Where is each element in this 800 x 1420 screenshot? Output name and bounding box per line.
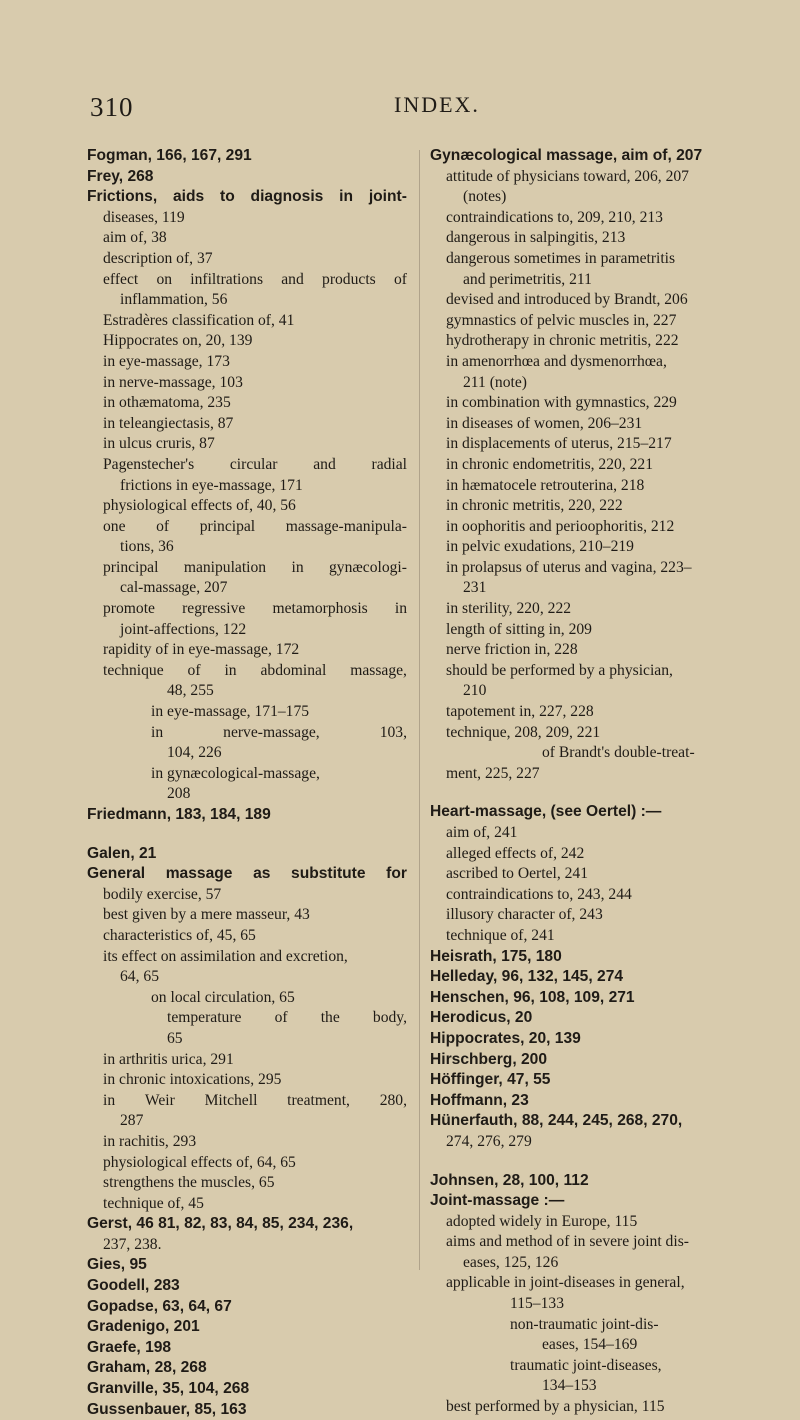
index-heading: Henschen, 96, 108, 109, 271	[430, 988, 635, 1006]
word: principal	[199, 517, 256, 535]
index-subentry: attitude of physicians toward, 206, 207	[446, 167, 689, 185]
index-subentry: Estradères classification of, 41	[103, 311, 295, 329]
word: treatment,	[287, 1091, 350, 1109]
word: joint-	[368, 188, 407, 206]
index-subentry: 237, 238.	[103, 1235, 162, 1253]
index-subentry: in prolapsus of uterus and vagina, 223–	[446, 558, 692, 576]
page-header	[0, 92, 800, 128]
word: as	[253, 865, 271, 883]
word: radial	[371, 455, 407, 473]
index-subentry: its effect on assimilation and excretion,	[103, 947, 348, 965]
index-subentry: in hæmatocele retrouterina, 218	[446, 476, 645, 494]
word: to	[220, 188, 235, 206]
word: 280,	[379, 1091, 407, 1109]
index-subentry: best performed by a physician, 115	[446, 1398, 665, 1416]
index-subentry: 211 (note)	[463, 373, 527, 391]
word: nerve-massage,	[223, 723, 320, 741]
index-subentry: dangerous in salpingitis, 213	[446, 229, 626, 247]
word: promote	[103, 600, 155, 618]
index-subentry	[87, 723, 407, 744]
entry-gap	[430, 784, 746, 802]
index-subentry: physiological effects of, 64, 65	[103, 1153, 296, 1171]
index-heading: Gussenbauer, 85, 163	[87, 1400, 247, 1418]
index-subentry: hydrotherapy in chronic metritis, 222	[446, 332, 679, 350]
index-subentry: gymnastics of pelvic muscles in, 227	[446, 311, 677, 329]
index-subentry: eases, 154–169	[542, 1336, 638, 1354]
word: technique	[103, 661, 164, 679]
index-subentry: 208	[167, 785, 191, 803]
word: and	[281, 270, 304, 288]
index-subentry	[87, 661, 407, 682]
word: aids	[173, 188, 205, 206]
word: of	[274, 1009, 288, 1027]
word: of	[393, 270, 407, 288]
index-subentry: eases, 125, 126	[463, 1253, 559, 1271]
index-subentry: applicable in joint-diseases in general,	[446, 1274, 685, 1292]
index-subentry: in arthritis urica, 291	[103, 1050, 234, 1068]
index-subentry: alleged effects of, 242	[446, 844, 585, 862]
index-subentry: tapotement in, 227, 228	[446, 703, 594, 721]
index-subentry: technique of, 45	[103, 1194, 204, 1212]
index-subentry: in sterility, 220, 222	[446, 600, 572, 618]
index-subentry: cal-massage, 207	[120, 579, 228, 597]
index-subentry: in chronic endometritis, 220, 221	[446, 455, 654, 473]
word: massage,	[350, 661, 407, 679]
index-heading: Hirschberg, 200	[430, 1050, 548, 1068]
index-subentry: 115–133	[510, 1295, 564, 1313]
index-heading: Gynæcological massage, aim of, 207	[430, 147, 703, 164]
index-heading: Hünerfauth, 88, 244, 245, 268, 270,	[430, 1112, 683, 1130]
index-subentry: 64, 65	[120, 968, 159, 986]
index-subentry: adopted widely in Europe, 115	[446, 1212, 638, 1230]
index-heading: Gies, 95	[87, 1256, 147, 1274]
index-column-right	[430, 146, 746, 1418]
word: regressive	[182, 600, 246, 618]
index-subentry: in pelvic exudations, 210–219	[446, 538, 634, 556]
page-number: 310	[90, 92, 134, 122]
index-subentry: 134–153	[542, 1377, 597, 1395]
index-subentry: rapidity of in eye-massage, 172	[103, 641, 300, 659]
index-subentry	[87, 517, 407, 538]
index-heading: Joint-massage :—	[430, 1192, 565, 1210]
index-subentry: traumatic joint-diseases,	[510, 1356, 662, 1374]
word: abdominal	[260, 661, 327, 679]
index-subentry: 287	[120, 1112, 144, 1130]
column-divider	[419, 150, 420, 1270]
index-heading: Hoffmann, 23	[430, 1091, 529, 1109]
index-heading: Gerst, 46 81, 82, 83, 84, 85, 234, 236,	[87, 1215, 354, 1233]
index-subentry: diseases, 119	[103, 208, 185, 226]
word: diagnosis	[250, 188, 324, 206]
index-subentry: in teleangiectasis, 87	[103, 414, 234, 432]
word: General	[87, 865, 146, 883]
word: in	[291, 558, 304, 576]
index-heading: Graham, 28, 268	[87, 1359, 207, 1377]
index-subentry: in rachitis, 293	[103, 1132, 197, 1150]
index-subentry: in othæmatoma, 235	[103, 394, 231, 412]
word: massage-manipula-	[285, 517, 407, 535]
index-heading: Gradenigo, 201	[87, 1318, 200, 1336]
index-subentry: technique of, 241	[446, 926, 555, 944]
word: Pagenstecher's	[103, 455, 195, 473]
index-heading: Frey, 268	[87, 167, 154, 185]
word: and	[313, 455, 336, 473]
index-subentry: ascribed to Oertel, 241	[446, 865, 589, 883]
index-subentry: in displacements of uterus, 215–217	[446, 435, 672, 453]
index-subentry: dangerous sometimes in parametritis	[446, 249, 676, 267]
word: products	[322, 270, 376, 288]
word: one	[103, 517, 126, 535]
index-subentry: 210	[463, 682, 487, 700]
index-subentry: in diseases of women, 206–231	[446, 414, 643, 432]
index-heading: Goodell, 283	[87, 1277, 180, 1295]
index-subentry: aims and method of in severe joint dis-	[446, 1233, 689, 1251]
index-heading: Hippocrates, 20, 139	[430, 1029, 581, 1047]
index-subentry: nerve friction in, 228	[446, 641, 578, 659]
index-subentry: ment, 225, 227	[446, 764, 540, 782]
index-subentry: non-traumatic joint-dis-	[510, 1315, 659, 1333]
index-subentry: technique, 208, 209, 221	[446, 723, 601, 741]
index-subentry: in chronic intoxications, 295	[103, 1071, 282, 1089]
word: of	[156, 517, 170, 535]
index-heading: Heart-massage, (see Oertel) :—	[430, 803, 662, 821]
word: in	[151, 723, 164, 741]
index-heading: Herodicus, 20	[430, 1009, 533, 1027]
index-subentry: characteristics of, 45, 65	[103, 926, 256, 944]
index-subentry: in nerve-massage, 103	[103, 373, 243, 391]
word: temperature	[167, 1009, 242, 1027]
index-subentry	[87, 270, 407, 291]
index-subentry: description of, 37	[103, 249, 213, 267]
index-heading: Heisrath, 175, 180	[430, 947, 562, 965]
index-subentry: contraindications to, 243, 244	[446, 885, 632, 903]
index-heading: Fogman, 166, 167, 291	[87, 147, 252, 164]
word: infiltrations	[190, 270, 264, 288]
index-subentry	[87, 1091, 407, 1112]
index-subentry: frictions in eye-massage, 171	[120, 476, 303, 494]
word: in	[339, 188, 354, 206]
index-subentry: in eye-massage, 171–175	[151, 703, 310, 721]
index-heading: Friedmann, 183, 184, 189	[87, 806, 271, 823]
index-subentry: joint-affections, 122	[120, 620, 247, 638]
index-subentry: strengthens the muscles, 65	[103, 1174, 275, 1192]
index-subentry: in eye-massage, 173	[103, 352, 230, 370]
index-subentry: 65	[167, 1029, 183, 1047]
index-subentry: contraindications to, 209, 210, 213	[446, 208, 663, 226]
index-heading: Galen, 21	[87, 844, 157, 862]
running-title: INDEX.	[394, 92, 480, 117]
index-subentry	[87, 455, 407, 476]
word: in	[394, 600, 407, 618]
index-subentry	[87, 1008, 407, 1029]
index-subentry: in chronic metritis, 220, 222	[446, 497, 623, 515]
index-subentry: tions, 36	[120, 538, 174, 556]
word: massage	[165, 865, 233, 883]
word: circular	[229, 455, 278, 473]
index-subentry: in combination with gymnastics, 229	[446, 394, 677, 412]
index-subentry: aim of, 38	[103, 229, 167, 247]
entry-gap	[87, 826, 407, 844]
index-heading: Höffinger, 47, 55	[430, 1071, 551, 1089]
index-subentry	[87, 599, 407, 620]
word: Frictions,	[87, 188, 158, 206]
index-subentry: devised and introduced by Brandt, 206	[446, 291, 688, 309]
word: for	[386, 865, 407, 883]
index-subentry: on local circulation, 65	[151, 988, 295, 1006]
index-subentry: aim of, 241	[446, 824, 518, 841]
word: gynæcologi-	[329, 558, 407, 576]
index-subentry: illusory character of, 243	[446, 906, 603, 924]
index-subentry: 48, 255	[167, 682, 214, 700]
word: the	[320, 1009, 340, 1027]
index-subentry: 231	[463, 579, 487, 597]
word: in	[103, 1091, 116, 1109]
index-column-left	[87, 146, 407, 1420]
index-heading: Gopadse, 63, 64, 67	[87, 1297, 232, 1315]
word: substitute	[291, 865, 366, 883]
word: manipulation	[183, 558, 267, 576]
index-subentry: should be performed by a physician,	[446, 661, 673, 679]
index-subentry: bodily exercise, 57	[103, 885, 222, 903]
word: in	[224, 661, 237, 679]
index-heading: Granville, 35, 104, 268	[87, 1380, 250, 1398]
word: Mitchell	[204, 1091, 258, 1109]
index-subentry: in gynæcological-massage,	[151, 764, 320, 782]
index-subentry	[87, 558, 407, 579]
word: metamorphosis	[272, 600, 368, 618]
index-subentry: in oophoritis and perioophoritis, 212	[446, 517, 675, 535]
word: body,	[372, 1009, 407, 1027]
index-subentry: in amenorrhœa and dysmenorrhœa,	[446, 352, 667, 370]
index-subentry: of Brandt's double-treat-	[542, 744, 695, 762]
index-heading	[87, 864, 407, 885]
index-subentry: 274, 276, 279	[446, 1132, 532, 1150]
word: of	[187, 661, 201, 679]
word: effect	[103, 270, 139, 288]
index-subentry: (notes)	[463, 188, 507, 206]
word: principal	[103, 558, 159, 576]
index-subentry: length of sitting in, 209	[446, 620, 592, 638]
entry-gap	[430, 1153, 746, 1171]
word: 103,	[379, 723, 407, 741]
index-subentry: in ulcus cruris, 87	[103, 435, 215, 453]
index-heading	[87, 187, 407, 208]
index-subentry: best given by a mere masseur, 43	[103, 906, 310, 924]
index-subentry: 104, 226	[167, 744, 222, 762]
word: Weir	[144, 1091, 175, 1109]
index-subentry: Hippocrates on, 20, 139	[103, 332, 253, 350]
index-heading: Helleday, 96, 132, 145, 274	[430, 968, 624, 986]
index-heading: Graefe, 198	[87, 1338, 172, 1356]
index-subentry: inflammation, 56	[120, 291, 228, 309]
index-subentry: and perimetritis, 211	[463, 270, 592, 288]
word: on	[156, 270, 173, 288]
index-heading: Johnsen, 28, 100, 112	[430, 1171, 589, 1189]
index-subentry: physiological effects of, 40, 56	[103, 497, 296, 515]
